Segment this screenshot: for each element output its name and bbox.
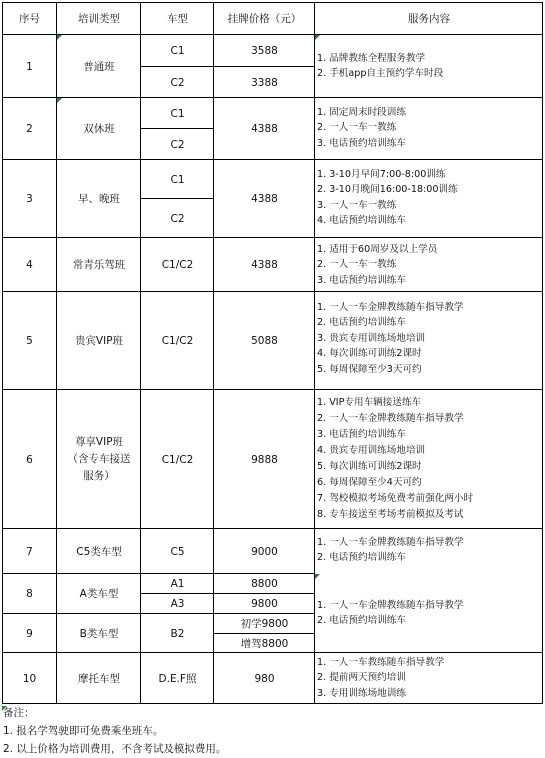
service-line: 1. VIP专用车辆接送练车 xyxy=(317,397,422,408)
row6-price: 9888 xyxy=(251,453,278,466)
row8-price-a1: 8800 xyxy=(251,578,278,590)
row9-price-add: 增驾8800 xyxy=(240,637,289,650)
row2-price: 4388 xyxy=(251,123,278,135)
row6-no: 6 xyxy=(26,453,33,466)
row6-type-line: 服务） xyxy=(83,470,115,482)
header-price: 挂牌价格（元） xyxy=(227,12,302,25)
row8-car-a3: A3 xyxy=(170,598,185,610)
service-line: 2. 3-10月晚间16:00-18:00训练 xyxy=(317,184,458,196)
row6-services xyxy=(315,395,473,523)
service-line: 2. 提前两天预约培训 xyxy=(317,672,406,684)
row6-type xyxy=(57,390,141,529)
row9-no: 9 xyxy=(26,627,33,640)
row3-car-c2: C2 xyxy=(170,212,185,225)
row6-type-line: 尊享VIP班 xyxy=(74,436,124,448)
row9-type: B类车型 xyxy=(79,627,119,640)
service-line: 1. 一人一车教练随车指导教学 xyxy=(317,657,445,668)
row8-type: A类车型 xyxy=(79,588,119,600)
row10-car: D.E.F照 xyxy=(158,672,197,685)
service-line: 3. 电话预约培训练车 xyxy=(317,274,406,286)
service-line: 1. 品牌教练全程服务教学 xyxy=(317,53,426,64)
row3-type: 早、晚班 xyxy=(78,193,120,205)
service-line: 3. 贵宾专用训练场地培训 xyxy=(317,332,426,344)
service-line: 1. 一人一车金牌教练随车指导教学 xyxy=(317,302,464,313)
service-line: 5. 每次训练可训练2课时 xyxy=(317,461,422,472)
service-line: 3. 电话预约培训练车 xyxy=(317,137,406,149)
service-line: 3. 专用训练场地训练 xyxy=(317,687,406,699)
service-line: 5. 每周保障至少3天可约 xyxy=(317,363,422,375)
row3-no: 3 xyxy=(26,193,33,205)
service-line: 2. 一人一车一教练 xyxy=(317,259,397,271)
row8-9-services xyxy=(315,598,464,629)
header-no: 序号 xyxy=(19,12,40,25)
row1-car-c2: C2 xyxy=(170,76,185,89)
row4-price: 4388 xyxy=(251,259,278,271)
header-service: 服务内容 xyxy=(408,12,450,25)
notes-section xyxy=(3,704,541,758)
service-line: 2. 一人一车金牌教练随车指导教学 xyxy=(317,413,464,424)
notes-title: 备注： xyxy=(3,707,35,719)
row8-no: 8 xyxy=(26,588,33,600)
service-line: 8. 专车接送至考场考前模拟及考试 xyxy=(317,509,464,520)
row1-car-c1: C1 xyxy=(170,45,185,57)
row8-price-a3: 9800 xyxy=(251,598,278,610)
note-line: 2. 以上价格为培训费用，不含考试及模拟费用。 xyxy=(3,743,227,755)
row7-price: 9000 xyxy=(251,545,278,558)
row8-car-a1: A1 xyxy=(170,578,185,590)
row4-car: C1/C2 xyxy=(161,259,194,271)
row10-services xyxy=(315,655,444,701)
note-line: 1. 报名学驾驶即可免费乘坐班车。 xyxy=(3,725,164,737)
row2-services xyxy=(315,105,406,151)
service-line: 4. 贵宾专用训练场地培训 xyxy=(317,445,426,456)
row5-type: 贵宾VIP班 xyxy=(74,335,124,347)
row4-type: 常青乐驾班 xyxy=(72,259,126,271)
row2-no: 2 xyxy=(26,123,33,135)
row7-type: C5类车型 xyxy=(76,545,122,558)
service-line: 2. 手机app自主预约学车时段 xyxy=(317,68,444,80)
row1-price-c1: 3588 xyxy=(251,45,278,57)
service-line: 3. 一人一车一教练 xyxy=(317,199,397,211)
row1-services xyxy=(315,51,443,82)
row6-car: C1/C2 xyxy=(161,453,194,466)
row10-no: 10 xyxy=(22,672,37,685)
row7-car: C5 xyxy=(170,545,185,558)
cell-marker-icon xyxy=(57,35,62,40)
service-line: 6. 每周保障至少4天可约 xyxy=(317,477,422,488)
row7-no: 7 xyxy=(26,545,33,558)
service-line: 1. 适用于60周岁及以上学员 xyxy=(317,244,438,255)
cell-marker-icon xyxy=(57,98,62,103)
row9-car: B2 xyxy=(170,627,185,640)
service-line: 2. 电话预约培训练车 xyxy=(317,615,406,627)
service-line: 3. 电话预约培训练车 xyxy=(317,429,406,440)
row3-price: 4388 xyxy=(251,193,278,205)
header-car: 车型 xyxy=(167,12,188,25)
row3-car-c1: C1 xyxy=(170,173,185,186)
row2-car-c2: C2 xyxy=(170,138,185,151)
row6-type-line: （含专车接送 xyxy=(67,453,131,465)
service-line: 2. 一人一车一教练 xyxy=(317,122,397,134)
row10-price: 980 xyxy=(254,672,275,685)
row4-no: 4 xyxy=(26,259,33,271)
service-line: 2. 电话预约培训练车 xyxy=(317,552,406,564)
row4-services xyxy=(315,242,437,288)
service-line: 7. 驾校模拟考场免费考前强化两小时 xyxy=(317,493,474,504)
row2-type: 双休班 xyxy=(83,123,115,135)
service-line: 1. 固定周末时段训练 xyxy=(317,107,406,118)
service-line: 1. 3-10月早间7:00-8:00训练 xyxy=(317,169,446,180)
price-table xyxy=(2,2,543,704)
cell-marker-icon xyxy=(315,574,320,579)
row3-services xyxy=(315,167,458,229)
row5-services xyxy=(315,300,464,377)
header-type: 培训类型 xyxy=(78,12,120,25)
row1-type: 普通班 xyxy=(83,60,115,73)
service-line: 1. 一人一车金牌教练随车指导教学 xyxy=(317,537,464,548)
row1-no: 1 xyxy=(26,60,33,73)
row5-price: 5088 xyxy=(251,335,278,347)
row5-no: 5 xyxy=(26,335,33,347)
row2-car-c1: C1 xyxy=(170,107,185,120)
row9-price-new: 初学9800 xyxy=(240,618,289,630)
row7-services xyxy=(315,535,464,566)
service-line: 4. 电话预约培训练车 xyxy=(317,215,406,227)
service-line: 4. 每次训练可训练2课时 xyxy=(317,348,422,360)
row5-car: C1/C2 xyxy=(161,335,194,347)
service-line: 1. 一人一车金牌教练随车指导教学 xyxy=(317,600,464,611)
row1-price-c2: 3388 xyxy=(251,76,278,89)
cell-marker-icon xyxy=(315,35,320,40)
service-line: 2. 电话预约培训练车 xyxy=(317,317,406,329)
row10-type: 摩托车型 xyxy=(78,672,120,685)
cell-marker-icon xyxy=(2,706,7,711)
